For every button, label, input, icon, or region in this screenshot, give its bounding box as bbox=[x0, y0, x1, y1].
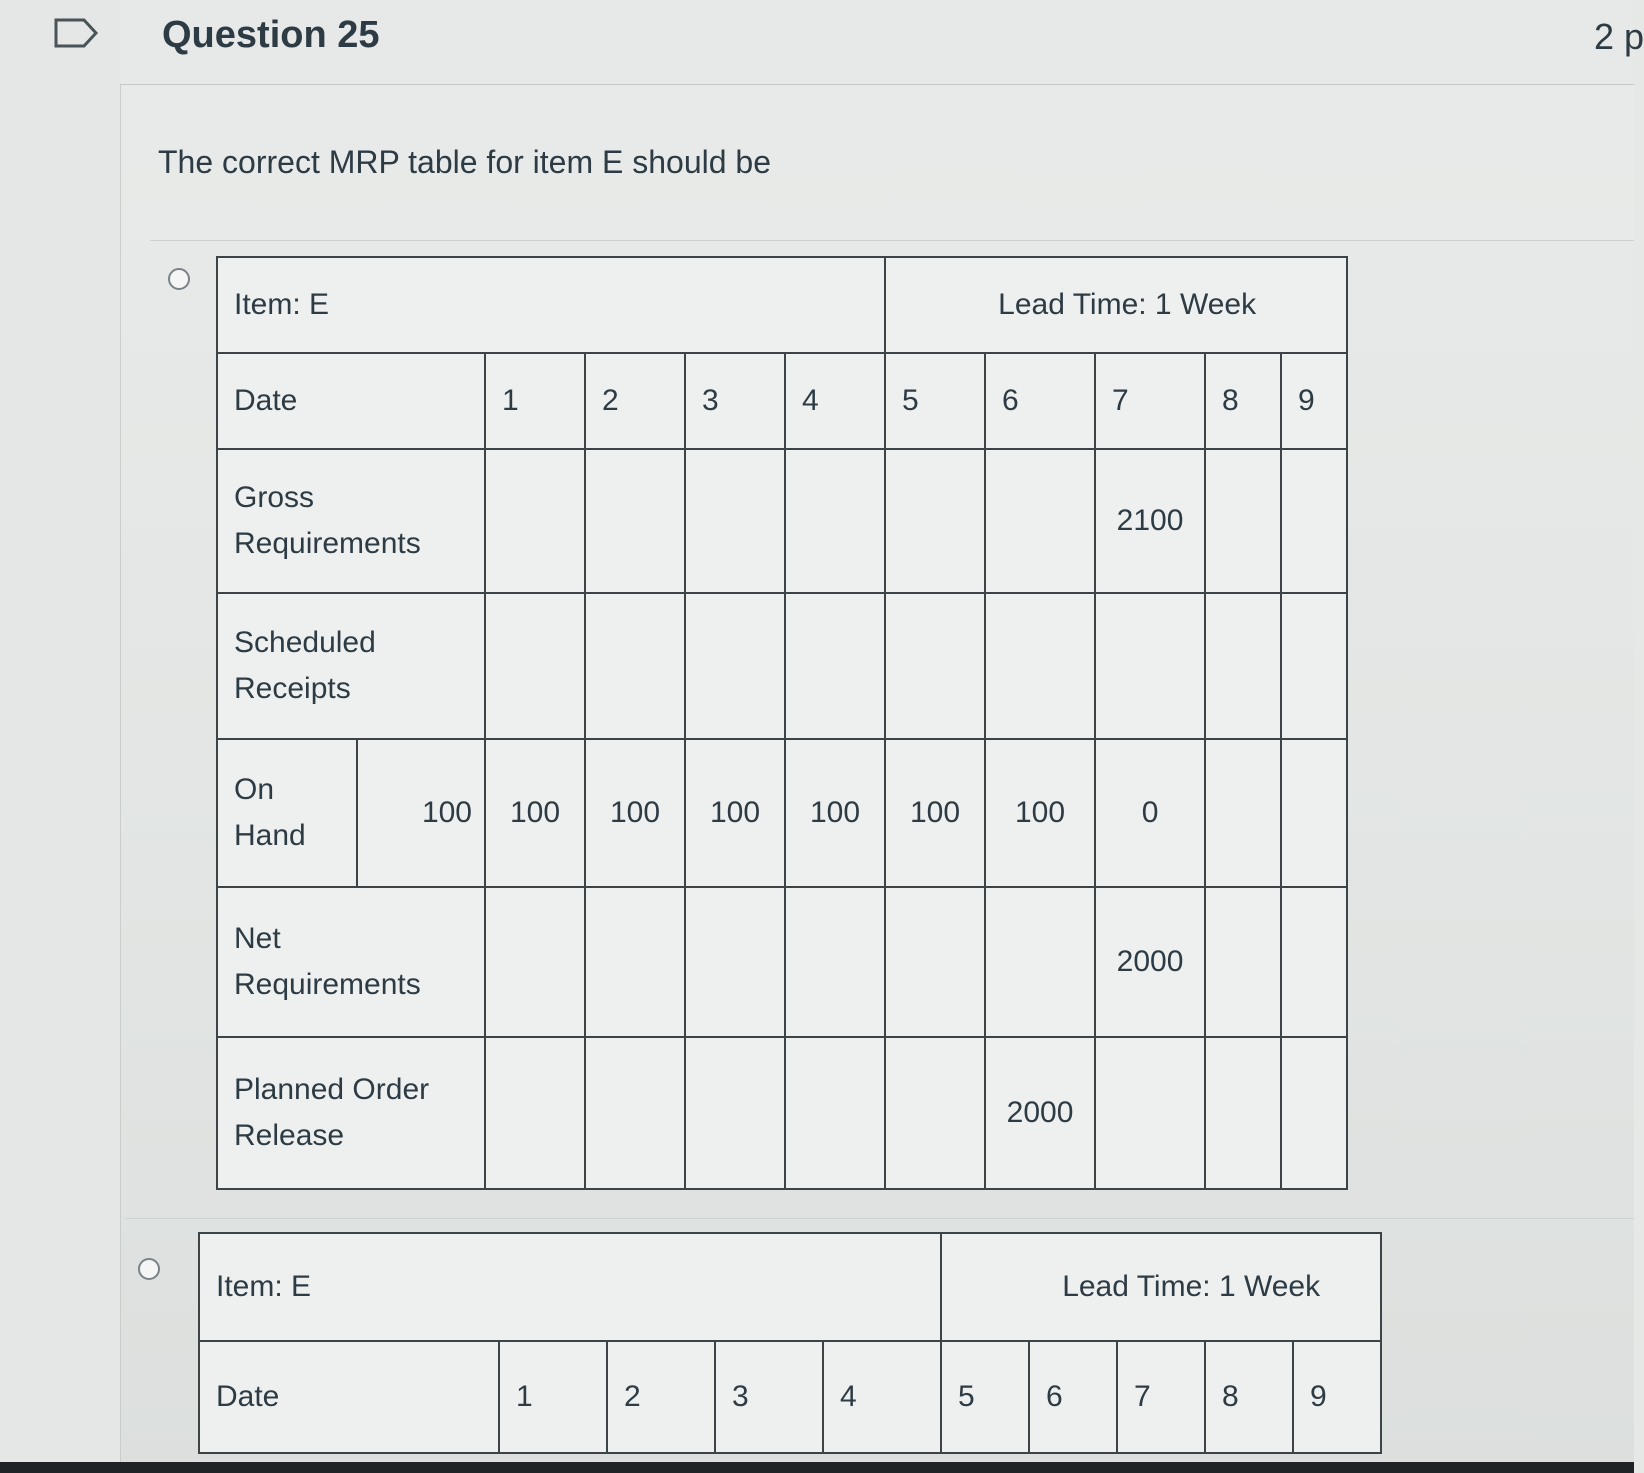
scheduled-cell bbox=[985, 593, 1095, 739]
lead-time-label: Lead Time: 1 Week bbox=[941, 1233, 1381, 1341]
date-cell: 9 bbox=[1281, 353, 1347, 449]
item-label: Item: E bbox=[199, 1233, 941, 1341]
on-hand-initial: 100 bbox=[357, 739, 485, 887]
date-cell: 3 bbox=[685, 353, 785, 449]
scheduled-cell bbox=[785, 593, 885, 739]
scheduled-receipts-label: Scheduled Receipts bbox=[217, 593, 485, 739]
date-cell: 4 bbox=[823, 1341, 941, 1453]
gross-cell bbox=[985, 449, 1095, 593]
question-points: 2 p bbox=[1594, 16, 1644, 57]
planned-cell bbox=[885, 1037, 985, 1189]
planned-cell bbox=[685, 1037, 785, 1189]
gross-cell bbox=[685, 449, 785, 593]
question-header bbox=[120, 0, 1644, 85]
planned-cell bbox=[585, 1037, 685, 1189]
date-cell: 2 bbox=[585, 353, 685, 449]
on-hand-cell: 100 bbox=[785, 739, 885, 887]
net-cell bbox=[985, 887, 1095, 1037]
net-requirements-label: Net Requirements bbox=[217, 887, 485, 1037]
date-cell: 8 bbox=[1205, 353, 1281, 449]
question-text: The correct MRP table for item E should be bbox=[158, 144, 772, 180]
scheduled-cell bbox=[585, 593, 685, 739]
flag-question-icon[interactable] bbox=[54, 18, 98, 48]
on-hand-cell: 100 bbox=[485, 739, 585, 887]
net-cell bbox=[485, 887, 585, 1037]
date-cell: 5 bbox=[941, 1341, 1029, 1453]
gross-cell bbox=[885, 449, 985, 593]
question-title: Question 25 bbox=[162, 14, 380, 56]
net-cell bbox=[785, 887, 885, 1037]
net-cell bbox=[685, 887, 785, 1037]
divider bbox=[150, 240, 1634, 241]
on-hand-cell: 100 bbox=[685, 739, 785, 887]
date-cell: 6 bbox=[1029, 1341, 1117, 1453]
date-cell: 4 bbox=[785, 353, 885, 449]
scheduled-cell bbox=[1095, 593, 1205, 739]
net-cell bbox=[1205, 887, 1281, 1037]
item-label: Item: E bbox=[217, 257, 885, 353]
scheduled-cell bbox=[885, 593, 985, 739]
date-cell: 7 bbox=[1095, 353, 1205, 449]
date-cell: 9 bbox=[1293, 1341, 1381, 1453]
gross-cell: 2100 bbox=[1095, 449, 1205, 593]
date-cell: 5 bbox=[885, 353, 985, 449]
gross-requirements-label: Gross Requirements bbox=[217, 449, 485, 593]
mrp-table-option-1 bbox=[216, 256, 1348, 1190]
date-cell: 3 bbox=[715, 1341, 823, 1453]
on-hand-cell bbox=[1205, 739, 1281, 887]
on-hand-cell: 0 bbox=[1095, 739, 1205, 887]
gross-cell bbox=[585, 449, 685, 593]
date-cell: 1 bbox=[499, 1341, 607, 1453]
planned-cell bbox=[1281, 1037, 1347, 1189]
planned-cell bbox=[785, 1037, 885, 1189]
lead-time-label: Lead Time: 1 Week bbox=[885, 257, 1347, 353]
planned-cell: 2000 bbox=[985, 1037, 1095, 1189]
net-cell bbox=[585, 887, 685, 1037]
scheduled-cell bbox=[685, 593, 785, 739]
date-cell: 2 bbox=[607, 1341, 715, 1453]
on-hand-cell: 100 bbox=[885, 739, 985, 887]
divider bbox=[126, 1218, 1634, 1219]
on-hand-cell bbox=[1281, 739, 1347, 887]
left-rail bbox=[0, 0, 121, 1473]
scheduled-cell bbox=[485, 593, 585, 739]
planned-cell bbox=[485, 1037, 585, 1189]
answer-option-1-radio[interactable] bbox=[168, 268, 190, 290]
scheduled-cell bbox=[1205, 593, 1281, 739]
answer-option-2-radio[interactable] bbox=[138, 1258, 160, 1280]
net-cell: 2000 bbox=[1095, 887, 1205, 1037]
on-hand-cell: 100 bbox=[585, 739, 685, 887]
gross-cell bbox=[485, 449, 585, 593]
date-label: Date bbox=[199, 1341, 499, 1453]
gross-cell bbox=[1281, 449, 1347, 593]
date-cell: 8 bbox=[1205, 1341, 1293, 1453]
date-label: Date bbox=[217, 353, 485, 449]
date-cell: 7 bbox=[1117, 1341, 1205, 1453]
net-cell bbox=[1281, 887, 1347, 1037]
date-cell: 1 bbox=[485, 353, 585, 449]
planned-cell bbox=[1205, 1037, 1281, 1189]
planned-cell bbox=[1095, 1037, 1205, 1189]
gross-cell bbox=[1205, 449, 1281, 593]
on-hand-cell: 100 bbox=[985, 739, 1095, 887]
net-cell bbox=[885, 887, 985, 1037]
gross-cell bbox=[785, 449, 885, 593]
planned-order-release-label: Planned Order Release bbox=[217, 1037, 485, 1189]
bottom-bezel bbox=[0, 1462, 1634, 1473]
scheduled-cell bbox=[1281, 593, 1347, 739]
date-cell: 6 bbox=[985, 353, 1095, 449]
on-hand-label: On Hand bbox=[217, 739, 357, 887]
mrp-table-option-2 bbox=[198, 1232, 1382, 1454]
